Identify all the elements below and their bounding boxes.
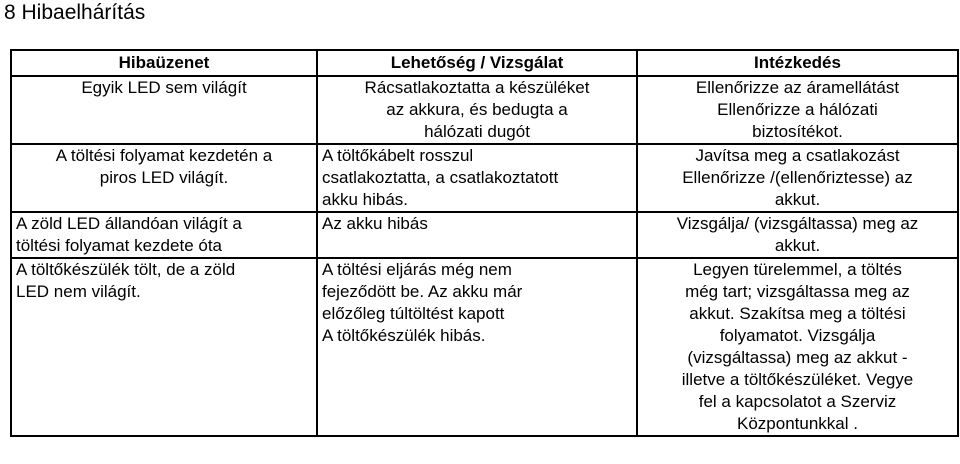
cell-line: fejeződött be. Az akku már [322,282,523,301]
cell-line: A töltőkészülék hibás. [322,326,486,345]
cell-line: Ellenőrizze /(ellenőriztesse) az [682,168,913,187]
table-row [11,76,958,144]
cell-line: akkut. [774,236,821,255]
cell-line: illetve a töltőkészüléket. Vegye [681,370,914,389]
action-cell [637,212,958,258]
cell-line: akku hibás. [322,190,408,209]
cause-cell [317,212,637,258]
cell-line: akkut. Szakítsa meg a töltési [689,304,906,323]
troubleshooting-table [10,49,959,437]
cell-line: Ellenőrizze a hálózati [717,100,878,119]
cell-line: A töltési folyamat kezdetén a [55,146,273,165]
cell-line: (vizsgáltassa) meg az akkut - [687,348,908,367]
cell-line: Ellenőrizze az áramellátást [695,78,900,97]
action-cell [637,76,958,144]
error-cell [11,76,317,144]
cell-line: csatlakoztatta, a csatlakoztatott [322,168,559,187]
table-row [11,212,958,258]
table-row [11,144,958,212]
cell-line: Az akku hibás [322,214,428,233]
section-title: 8 Hibaelhárítás [4,1,146,24]
cell-line: fel a kapcsolatot a Szerviz [698,392,897,411]
cell-line: biztosítékot. [752,122,843,141]
cause-cell [317,76,637,144]
cause-cell [317,144,637,212]
cell-line: A töltőkészülék tölt, de a zöld [16,260,236,279]
header-cause: Lehetőség / Vizsgálat [317,50,637,76]
cell-line: hálózati dugót [424,122,530,141]
action-cell [637,258,958,436]
cell-line: piros LED világít. [99,168,229,187]
header-action: Intézkedés [637,50,958,76]
action-cell [637,144,958,212]
error-cell [11,144,317,212]
cell-line: A töltőkábelt rosszul [322,146,474,165]
cell-line: folyamatot. Vizsgálja [719,326,876,345]
table-row [11,258,958,436]
cell-line: Legyen türelemmel, a töltés [693,260,902,279]
cell-line: töltési folyamat kezdete óta [16,236,223,255]
error-cell [11,258,317,436]
cell-line: Vizsgálja/ (vizsgáltassa) meg az [676,214,919,233]
cell-line: akkut. [774,190,821,209]
cell-line: még tart; vizsgáltassa meg az [685,282,910,301]
cause-cell [317,258,637,436]
cell-line: Központunkkal . [737,414,858,433]
cell-line: az akkura, és bedugta a [386,100,568,119]
error-cell [11,212,317,258]
table-header-row [11,50,958,76]
cell-line: előzőleg túltöltést kapott [322,304,505,323]
cell-line: Javítsa meg a csatlakozást [695,146,900,165]
cell-line: Egyik LED sem világít [81,78,247,97]
header-error: Hibaüzenet [11,50,317,76]
cell-line: LED nem világít. [16,282,141,301]
cell-line: A töltési eljárás még nem [322,260,512,279]
cell-line: A zöld LED állandóan világít a [16,214,242,233]
cell-line: Rácsatlakoztatta a készüléket [364,78,590,97]
